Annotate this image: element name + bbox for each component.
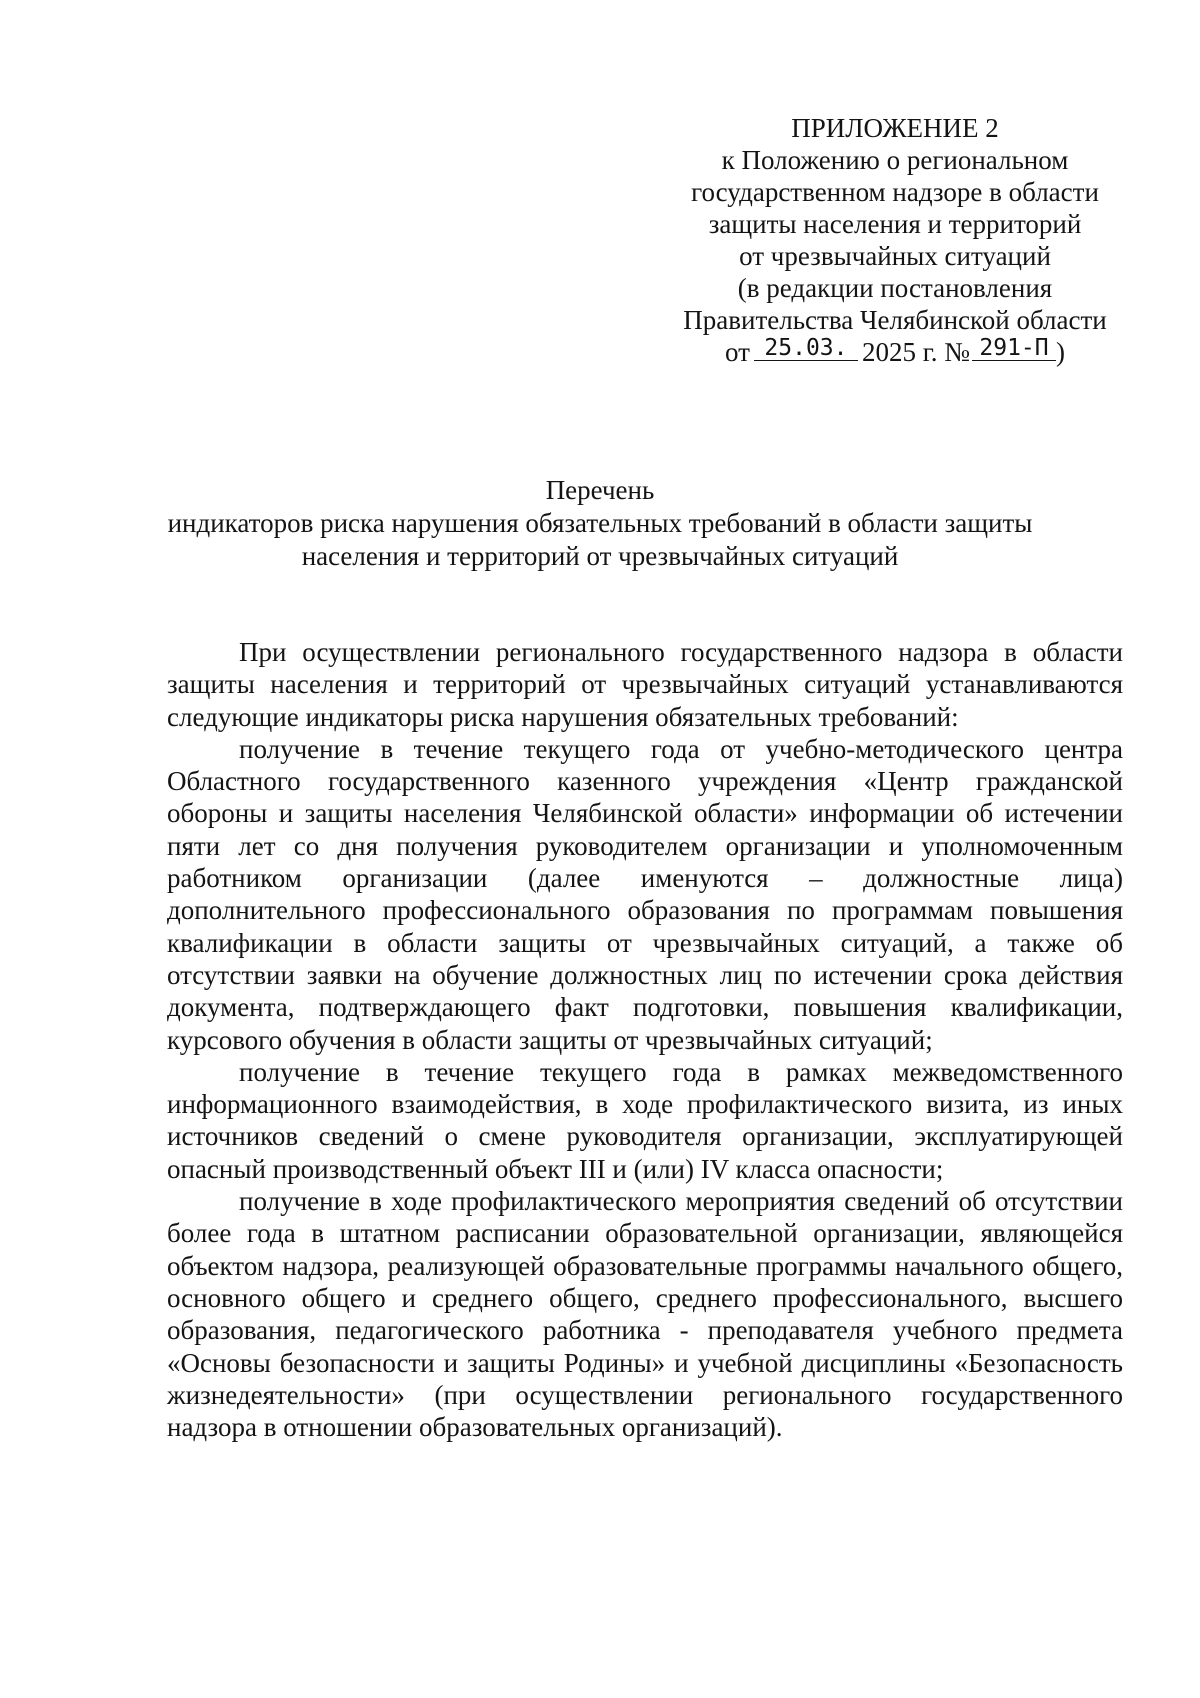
- number-fill-in: 291-П: [972, 336, 1056, 361]
- document-heading: [120, 474, 1080, 573]
- appendix-title: ПРИЛОЖЕНИЕ 2: [791, 113, 999, 143]
- document-body: [167, 636, 1123, 1443]
- date-prefix: от: [725, 337, 750, 367]
- appendix-line-5: от чрезвычайных ситуаций: [739, 241, 1051, 271]
- heading-title: Перечень: [545, 475, 655, 505]
- year-number-label: 2025 г. №: [861, 337, 970, 367]
- date-fill-in: 25.03.: [754, 336, 858, 361]
- appendix-line-2: к Положению о региональном: [721, 145, 1069, 175]
- closing-parenthesis: ): [1056, 337, 1065, 367]
- appendix-line-6: (в редакции постановления: [737, 273, 1053, 303]
- appendix-line-7: Правительства Челябинской области: [683, 305, 1107, 335]
- paragraph-indicator-2: получение в течение текущего года в рамках межведомственного информационного взаимодействия, в ходе профилактического визита, из иных источников сведений о смене руководителя организации, эксплуатирующей опасный производственный объект III и (или) IV класса опасности;: [167, 1056, 1123, 1184]
- appendix-line-4: защиты населения и территорий: [708, 209, 1082, 239]
- heading-line-3: населения и территорий от чрезвычайных ситуаций: [301, 541, 899, 571]
- appendix-line-3: государственном надзоре в области: [691, 177, 1099, 207]
- appendix-date-line: [665, 336, 1125, 368]
- appendix-header: [665, 112, 1125, 368]
- paragraph-indicator-1: получение в течение текущего года от учебно-методического центра Областного государственного казенного учреждения «Центр гражданской обороны и защиты населения Челябинской области» информации об истечении пяти лет со дня получения руководителем организации и уполномоченным работником организации (далее именуются – должностные лица) дополнительного профессионального образования по программам повышения квалификации в области защиты от чрезвычайных ситуаций, а также об отсутствии заявки на обучение должностных лиц по истечении срока действия документа, подтверждающего факт подготовки, повышения квалификации, курсового обучения в области защиты от чрезвычайных ситуаций;: [167, 733, 1123, 1055]
- paragraph-intro: При осуществлении регионального государственного надзора в области защиты населения и территорий от чрезвычайных ситуаций устанавливаются следующие индикаторы риска нарушения обязательных требований:: [167, 637, 1123, 732]
- heading-line-2: индикаторов риска нарушения обязательных требований в области защиты: [167, 508, 1033, 538]
- paragraph-indicator-3: получение в ходе профилактического мероприятия сведений об отсутствии более года в штатном расписании образовательной организации, являющейся объектом надзора, реализующей образовательные программы начального общего, основного общего и среднего общего, среднего профессионального, высшего образования, педагогического работника - преподавателя учебного предмета «Основы безопасности и защиты Родины» и учебной дисциплины «Безопасность жизнедеятельности» (при осуществлении регионального государственного надзора в отношении образовательных организаций).: [167, 1186, 1123, 1443]
